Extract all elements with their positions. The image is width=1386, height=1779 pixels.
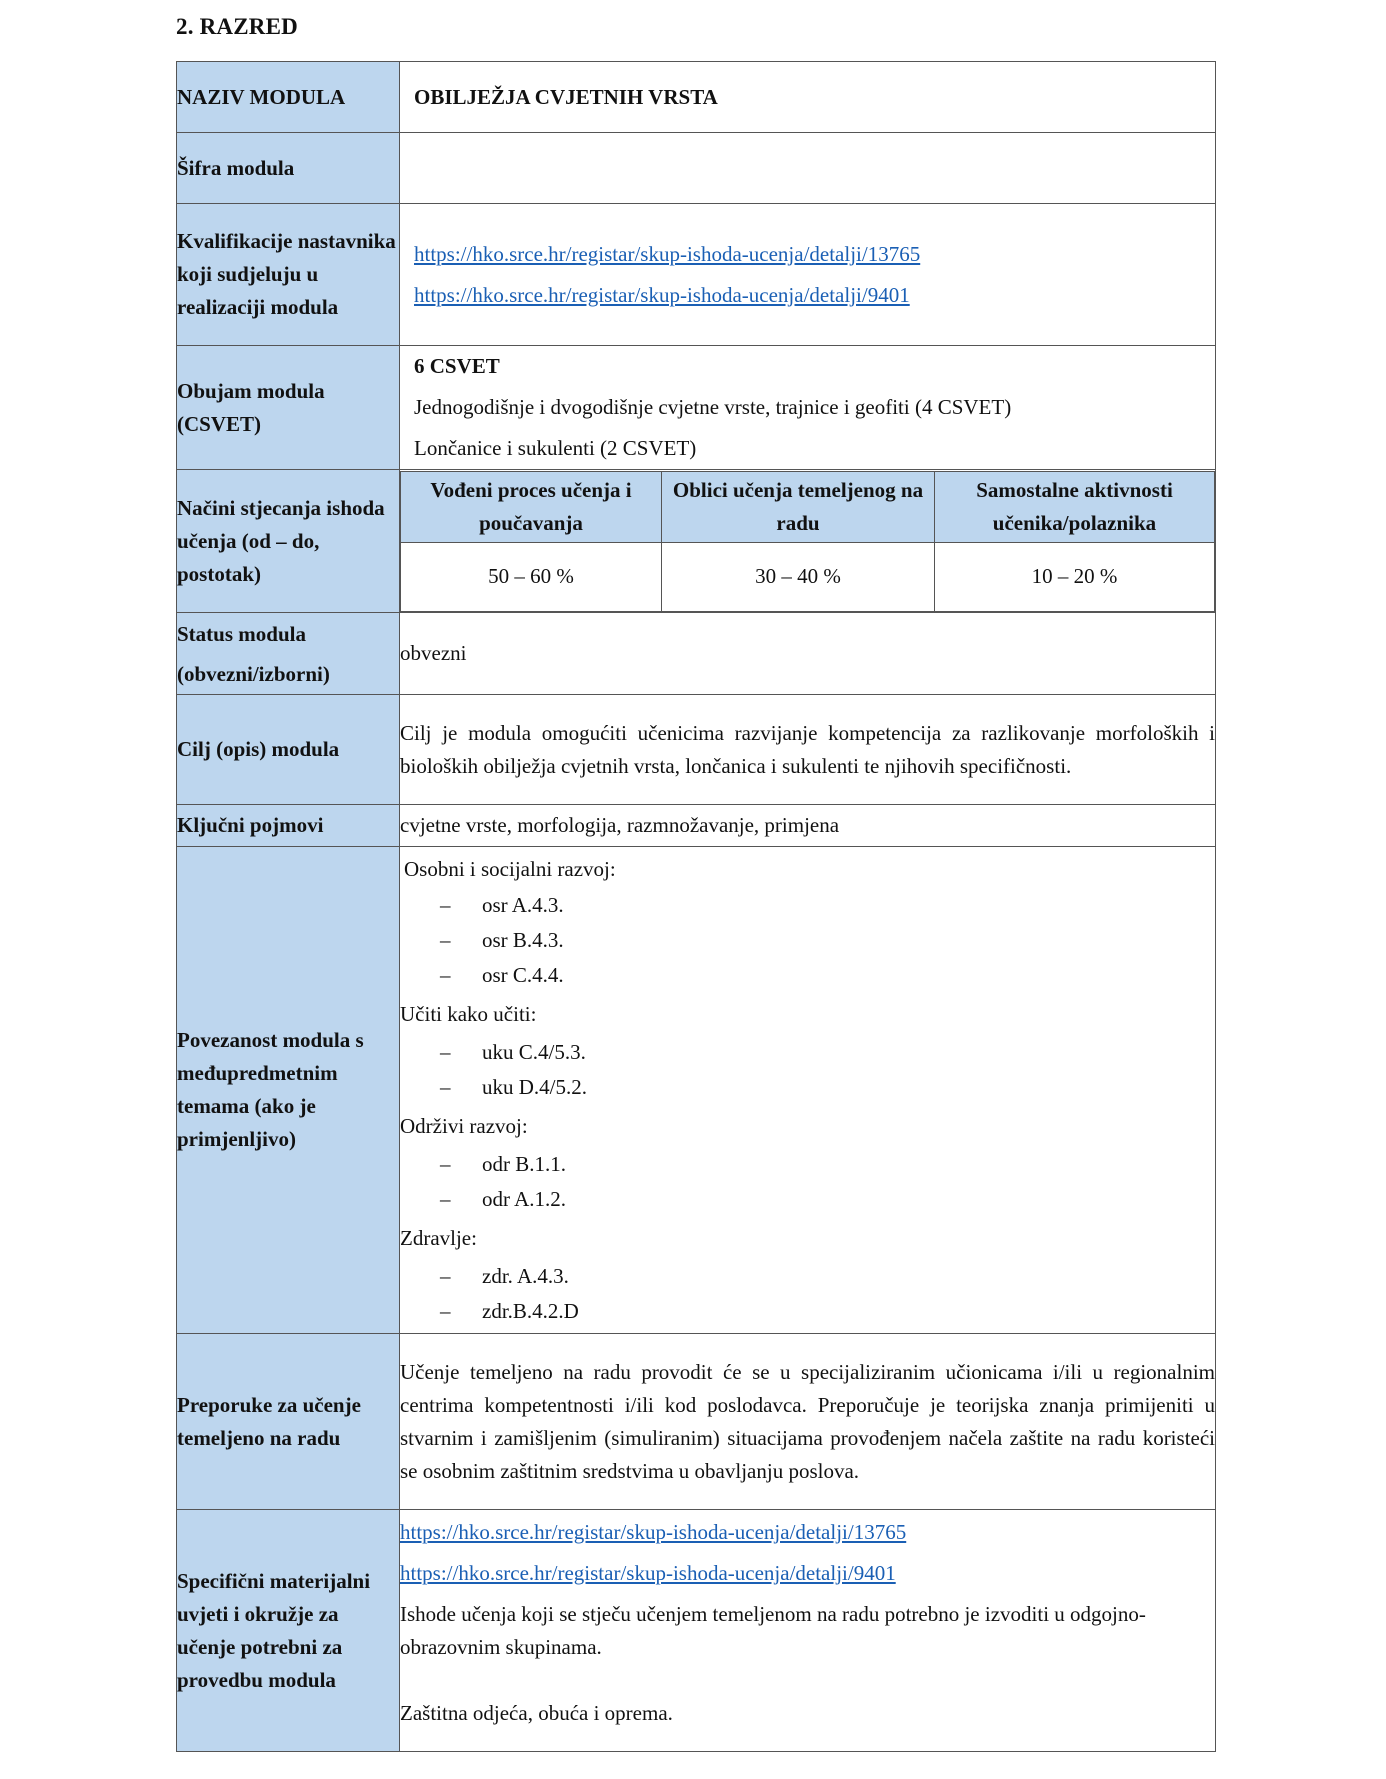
topic-item: zdr.B.4.2.D — [482, 1299, 579, 1323]
dash-icon: – — [440, 1299, 451, 1323]
label-preporuke: Preporuke za učenje temeljeno na radu — [177, 1334, 400, 1510]
obujam-total: 6 CSVET — [414, 354, 500, 378]
row-preporuke — [177, 1334, 1216, 1510]
label-status: Status modula (obvezni/izborni) — [177, 613, 400, 695]
row-naziv — [177, 62, 1216, 133]
label-nacini: Načini stjecanja ishoda učenja (od – do, postotak) — [177, 470, 400, 613]
value-nacini — [400, 470, 1216, 613]
conditions-link-1[interactable]: https://hko.srce.hr/registar/skup-ishoda-ucenja/detalji/13765 — [400, 1520, 907, 1544]
row-povezanost — [177, 847, 1216, 1334]
dash-icon: – — [440, 928, 451, 952]
nacini-value-2: 30 – 40 % — [662, 542, 935, 611]
value-status: obvezni — [400, 613, 1216, 695]
nacini-header-1: Vođeni proces učenja i poučavanja — [401, 471, 662, 542]
label-naziv: NAZIV MODULA — [177, 62, 400, 133]
conditions-link-2[interactable]: https://hko.srce.hr/registar/skup-ishoda-ucenja/detalji/9401 — [400, 1561, 896, 1585]
label-povezanost: Povezanost modula s međupredmetnim temama (ako je primjenljivo) — [177, 847, 400, 1334]
topic-item: odr A.1.2. — [482, 1187, 566, 1211]
value-uvjeti — [400, 1510, 1216, 1752]
label-sifra: Šifra modula — [177, 133, 400, 204]
conditions-text-2: Zaštitna odjeća, obuća i oprema. — [400, 1701, 673, 1725]
row-uvjeti — [177, 1510, 1216, 1752]
row-cilj — [177, 695, 1216, 805]
topic-item: zdr. A.4.3. — [482, 1264, 569, 1288]
nacini-subtable — [400, 471, 1215, 612]
topic-item: odr B.1.1. — [482, 1152, 566, 1176]
row-obujam — [177, 346, 1216, 470]
dash-icon: – — [440, 893, 451, 917]
obujam-line-2: Lončanice i sukulenti (2 CSVET) — [414, 436, 697, 460]
conditions-text-1: Ishode učenja koji se stječu učenjem temeljenom na radu potrebno je izvoditi u odgojno-obrazovnim skupinama. — [400, 1602, 1146, 1659]
topic-zdr: Zdravlje: — [400, 1226, 477, 1250]
value-cilj: Cilj je modula omogućiti učenicima razvijanje kompetencija za razlikovanje morfoloških i bioloških obilježja cvjetnih vrsta, lončanica i sukulenti te njihovih specifičnosti. — [400, 695, 1216, 805]
qualification-link-1[interactable]: https://hko.srce.hr/registar/skup-ishoda-ucenja/detalji/13765 — [414, 241, 921, 266]
dash-icon: – — [440, 963, 451, 987]
label-kvalifikacije: Kvalifikacije nastavnika koji sudjeluju u realizaciji modula — [177, 204, 400, 346]
topic-item: uku C.4/5.3. — [482, 1040, 586, 1064]
obujam-line-1: Jednogodišnje i dvogodišnje cvjetne vrste, trajnice i geofiti (4 CSVET) — [414, 395, 1012, 419]
value-naziv: OBILJEŽJA CVJETNIH VRSTA — [400, 62, 1216, 133]
dash-icon: – — [440, 1075, 451, 1099]
value-obujam — [400, 346, 1216, 470]
module-table — [176, 61, 1216, 1752]
value-povezanost — [400, 847, 1216, 1334]
topic-item: osr B.4.3. — [482, 928, 564, 952]
topic-item: uku D.4/5.2. — [482, 1075, 587, 1099]
value-kvalifikacije — [400, 204, 1216, 346]
topic-item: osr C.4.4. — [482, 963, 564, 987]
label-uvjeti: Specifični materijalni uvjeti i okružje za učenje potrebni za provedbu modula — [177, 1510, 400, 1752]
topic-osr: Osobni i socijalni razvoj: — [404, 857, 616, 881]
label-cilj: Cilj (opis) modula — [177, 695, 400, 805]
value-sifra — [400, 133, 1216, 204]
dash-icon: – — [440, 1152, 451, 1176]
nacini-value-1: 50 – 60 % — [401, 542, 662, 611]
dash-icon: – — [440, 1187, 451, 1211]
topic-odr: Održivi razvoj: — [400, 1114, 528, 1138]
topic-uku: Učiti kako učiti: — [400, 1002, 537, 1026]
dash-icon: – — [440, 1040, 451, 1064]
row-pojmovi — [177, 805, 1216, 847]
row-status — [177, 613, 1216, 695]
topic-item: osr A.4.3. — [482, 893, 564, 917]
value-pojmovi: cvjetne vrste, morfologija, razmnožavanje, primjena — [400, 805, 1216, 847]
page-title: 2. RAZRED — [176, 14, 298, 39]
qualification-link-2[interactable]: https://hko.srce.hr/registar/skup-ishoda-ucenja/detalji/9401 — [414, 282, 910, 307]
label-pojmovi: Ključni pojmovi — [177, 805, 400, 847]
row-sifra — [177, 133, 1216, 204]
nacini-header-2: Oblici učenja temeljenog na radu — [662, 471, 935, 542]
row-kvalifikacije — [177, 204, 1216, 346]
nacini-value-3: 10 – 20 % — [935, 542, 1215, 611]
nacini-header-3: Samostalne aktivnosti učenika/polaznika — [935, 471, 1215, 542]
dash-icon: – — [440, 1264, 451, 1288]
value-preporuke: Učenje temeljeno na radu provodit će se u specijaliziranim učionicama i/ili u regionalnim centrima kompetentnosti i/ili kod poslodavca. Preporučuje je teorijska znanja primijeniti u stvarnim i zamišljenim (simuliranim) situacijama provođenjem načela zaštite na radu koristeći se osobnim zaštitnim sredstvima u obavljanju poslova. — [400, 1334, 1216, 1510]
row-nacini — [177, 470, 1216, 613]
label-obujam: Obujam modula (CSVET) — [177, 346, 400, 470]
